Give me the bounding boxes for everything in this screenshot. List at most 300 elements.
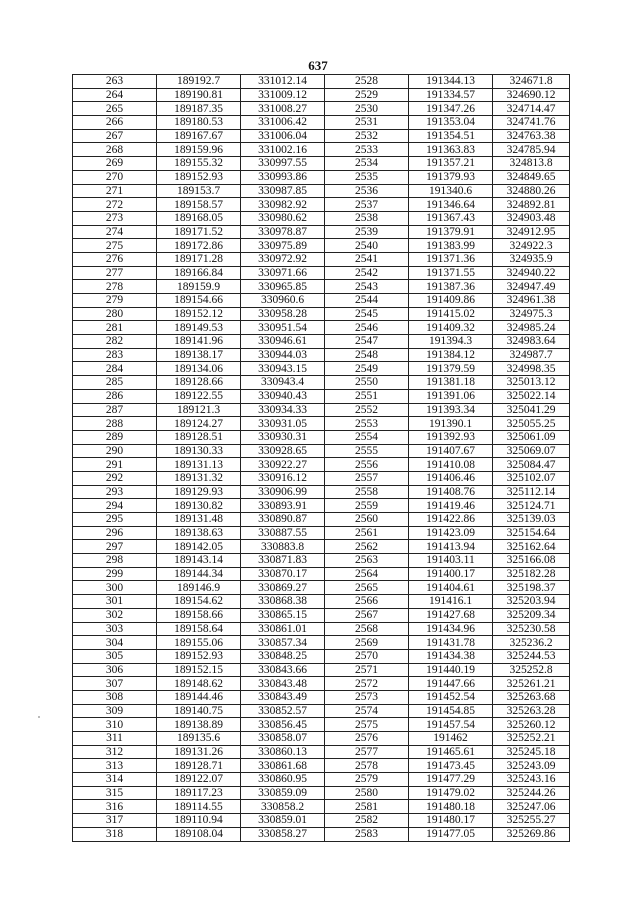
y-coordinate-left-cell: 331002.16 [241,143,325,157]
y-coordinate-left-cell: 330893.91 [241,499,325,513]
y-coordinate-right-cell: 325209.34 [493,608,570,622]
y-coordinate-left-cell: 330944.03 [241,348,325,362]
y-coordinate-right-cell: 325139.03 [493,513,570,527]
y-coordinate-left-cell: 330943.15 [241,362,325,376]
y-coordinate-right-cell: 324671.8 [493,75,570,89]
y-coordinate-left-cell: 330906.99 [241,485,325,499]
x-coordinate-right-cell: 191393.34 [409,403,493,417]
y-coordinate-right-cell: 325182.28 [493,567,570,581]
x-coordinate-left-cell: 189168.05 [157,211,241,225]
x-coordinate-left-cell: 189171.52 [157,225,241,239]
y-coordinate-right-cell: 324849.65 [493,170,570,184]
x-coordinate-right-cell: 191413.94 [409,540,493,554]
x-coordinate-right-cell: 191347.26 [409,102,493,116]
coordinates-table [72,74,570,842]
table-row [73,540,570,554]
x-coordinate-left-cell: 189138.63 [157,526,241,540]
point-number-right-cell: 2537 [325,198,409,212]
x-coordinate-right-cell: 191462 [409,732,493,746]
y-coordinate-left-cell: 331009.12 [241,88,325,102]
y-coordinate-right-cell: 324813.8 [493,157,570,171]
table-row [73,677,570,691]
point-number-right-cell: 2566 [325,595,409,609]
y-coordinate-right-cell: 324741.76 [493,116,570,130]
y-coordinate-left-cell: 330993.86 [241,170,325,184]
table-row [73,663,570,677]
y-coordinate-left-cell: 330922.27 [241,458,325,472]
point-number-left-cell: 286 [73,389,157,403]
point-number-right-cell: 2577 [325,745,409,759]
point-number-left-cell: 299 [73,567,157,581]
point-number-left-cell: 317 [73,814,157,828]
point-number-right-cell: 2543 [325,280,409,294]
point-number-right-cell: 2536 [325,184,409,198]
point-number-left-cell: 282 [73,335,157,349]
y-coordinate-left-cell: 330943.4 [241,376,325,390]
point-number-left-cell: 271 [73,184,157,198]
point-number-left-cell: 287 [73,403,157,417]
point-number-left-cell: 280 [73,307,157,321]
point-number-right-cell: 2550 [325,376,409,390]
point-number-right-cell: 2539 [325,225,409,239]
x-coordinate-left-cell: 189152.93 [157,170,241,184]
point-number-left-cell: 279 [73,294,157,308]
point-number-right-cell: 2583 [325,827,409,841]
point-number-left-cell: 285 [73,376,157,390]
x-coordinate-left-cell: 189128.71 [157,759,241,773]
x-coordinate-left-cell: 189180.53 [157,116,241,130]
y-coordinate-left-cell: 330951.54 [241,321,325,335]
point-number-left-cell: 264 [73,88,157,102]
x-coordinate-left-cell: 189130.33 [157,444,241,458]
table-row [73,567,570,581]
point-number-left-cell: 318 [73,827,157,841]
x-coordinate-left-cell: 189152.93 [157,649,241,663]
table-row [73,403,570,417]
point-number-left-cell: 274 [73,225,157,239]
point-number-left-cell: 275 [73,239,157,253]
point-number-right-cell: 2542 [325,266,409,280]
point-number-left-cell: 289 [73,430,157,444]
x-coordinate-right-cell: 191379.91 [409,225,493,239]
y-coordinate-right-cell: 325124.71 [493,499,570,513]
x-coordinate-right-cell: 191422.86 [409,513,493,527]
x-coordinate-right-cell: 191379.59 [409,362,493,376]
point-number-right-cell: 2567 [325,608,409,622]
y-coordinate-left-cell: 330971.66 [241,266,325,280]
x-coordinate-left-cell: 189148.62 [157,677,241,691]
table-row [73,376,570,390]
table-row [73,266,570,280]
point-number-left-cell: 267 [73,129,157,143]
point-number-right-cell: 2578 [325,759,409,773]
y-coordinate-left-cell: 330928.65 [241,444,325,458]
point-number-left-cell: 265 [73,102,157,116]
x-coordinate-right-cell: 191340.6 [409,184,493,198]
y-coordinate-right-cell: 324880.26 [493,184,570,198]
x-coordinate-left-cell: 189152.15 [157,663,241,677]
y-coordinate-right-cell: 324975.3 [493,307,570,321]
point-number-left-cell: 308 [73,690,157,704]
point-number-right-cell: 2552 [325,403,409,417]
x-coordinate-left-cell: 189166.84 [157,266,241,280]
y-coordinate-right-cell: 325236.2 [493,636,570,650]
x-coordinate-left-cell: 189187.35 [157,102,241,116]
x-coordinate-left-cell: 189158.66 [157,608,241,622]
y-coordinate-right-cell: 324985.24 [493,321,570,335]
x-coordinate-right-cell: 191447.66 [409,677,493,691]
x-coordinate-left-cell: 189159.9 [157,280,241,294]
x-coordinate-right-cell: 191480.18 [409,800,493,814]
x-coordinate-right-cell: 191427.68 [409,608,493,622]
y-coordinate-right-cell: 325252.8 [493,663,570,677]
y-coordinate-left-cell: 331006.04 [241,129,325,143]
point-number-left-cell: 306 [73,663,157,677]
table-row [73,280,570,294]
x-coordinate-left-cell: 189152.12 [157,307,241,321]
x-coordinate-right-cell: 191431.78 [409,636,493,650]
y-coordinate-left-cell: 330940.43 [241,389,325,403]
point-number-left-cell: 269 [73,157,157,171]
y-coordinate-left-cell: 331012.14 [241,75,325,89]
y-coordinate-right-cell: 325263.68 [493,690,570,704]
y-coordinate-left-cell: 330859.01 [241,814,325,828]
x-coordinate-left-cell: 189117.23 [157,786,241,800]
y-coordinate-left-cell: 330934.33 [241,403,325,417]
point-number-right-cell: 2531 [325,116,409,130]
y-coordinate-right-cell: 325243.16 [493,773,570,787]
x-coordinate-right-cell: 191419.46 [409,499,493,513]
y-coordinate-right-cell: 324690.12 [493,88,570,102]
y-coordinate-left-cell: 330856.45 [241,718,325,732]
x-coordinate-left-cell: 189153.7 [157,184,241,198]
y-coordinate-left-cell: 330843.48 [241,677,325,691]
y-coordinate-left-cell: 330916.12 [241,471,325,485]
x-coordinate-left-cell: 189131.13 [157,458,241,472]
point-number-right-cell: 2556 [325,458,409,472]
point-number-left-cell: 302 [73,608,157,622]
y-coordinate-right-cell: 324903.48 [493,211,570,225]
x-coordinate-left-cell: 189144.34 [157,567,241,581]
point-number-left-cell: 310 [73,718,157,732]
y-coordinate-right-cell: 324785.94 [493,143,570,157]
table-row [73,129,570,143]
point-number-right-cell: 2565 [325,581,409,595]
table-row [73,170,570,184]
margin-mark [38,716,40,718]
y-coordinate-right-cell: 325244.26 [493,786,570,800]
x-coordinate-right-cell: 191334.57 [409,88,493,102]
table-row [73,157,570,171]
point-number-right-cell: 2545 [325,307,409,321]
x-coordinate-right-cell: 191383.99 [409,239,493,253]
point-number-right-cell: 2575 [325,718,409,732]
y-coordinate-right-cell: 325166.08 [493,554,570,568]
point-number-right-cell: 2549 [325,362,409,376]
x-coordinate-right-cell: 191457.54 [409,718,493,732]
point-number-right-cell: 2569 [325,636,409,650]
x-coordinate-right-cell: 191440.19 [409,663,493,677]
point-number-right-cell: 2564 [325,567,409,581]
point-number-right-cell: 2573 [325,690,409,704]
table-row [73,554,570,568]
table-row [73,252,570,266]
x-coordinate-right-cell: 191384.12 [409,348,493,362]
x-coordinate-right-cell: 191391.06 [409,389,493,403]
coordinates-table-body [73,75,570,842]
point-number-right-cell: 2559 [325,499,409,513]
point-number-left-cell: 293 [73,485,157,499]
point-number-left-cell: 303 [73,622,157,636]
table-row [73,143,570,157]
point-number-right-cell: 2570 [325,649,409,663]
x-coordinate-left-cell: 189124.27 [157,417,241,431]
table-row [73,348,570,362]
y-coordinate-left-cell: 330978.87 [241,225,325,239]
x-coordinate-right-cell: 191406.46 [409,471,493,485]
point-number-right-cell: 2551 [325,389,409,403]
table-row [73,608,570,622]
table-row [73,690,570,704]
y-coordinate-right-cell: 325230.58 [493,622,570,636]
x-coordinate-left-cell: 189128.51 [157,430,241,444]
x-coordinate-left-cell: 189108.04 [157,827,241,841]
table-row [73,649,570,663]
y-coordinate-right-cell: 324998.35 [493,362,570,376]
y-coordinate-right-cell: 325013.12 [493,376,570,390]
table-row [73,362,570,376]
x-coordinate-left-cell: 189122.07 [157,773,241,787]
table-row [73,471,570,485]
table-row [73,745,570,759]
y-coordinate-right-cell: 325261.21 [493,677,570,691]
x-coordinate-left-cell: 189155.06 [157,636,241,650]
point-number-left-cell: 290 [73,444,157,458]
x-coordinate-right-cell: 191392.93 [409,430,493,444]
y-coordinate-right-cell: 324947.49 [493,280,570,294]
point-number-right-cell: 2535 [325,170,409,184]
x-coordinate-left-cell: 189134.06 [157,362,241,376]
y-coordinate-left-cell: 330960.6 [241,294,325,308]
x-coordinate-left-cell: 189122.55 [157,389,241,403]
table-row [73,335,570,349]
y-coordinate-right-cell: 325198.37 [493,581,570,595]
table-row [73,444,570,458]
y-coordinate-right-cell: 325112.14 [493,485,570,499]
point-number-right-cell: 2571 [325,663,409,677]
table-row [73,485,570,499]
x-coordinate-left-cell: 189129.93 [157,485,241,499]
y-coordinate-left-cell: 330890.87 [241,513,325,527]
x-coordinate-left-cell: 189131.48 [157,513,241,527]
point-number-right-cell: 2554 [325,430,409,444]
y-coordinate-right-cell: 325252.21 [493,732,570,746]
point-number-left-cell: 283 [73,348,157,362]
y-coordinate-right-cell: 324987.7 [493,348,570,362]
table-row [73,827,570,841]
table-row [73,321,570,335]
point-number-right-cell: 2572 [325,677,409,691]
point-number-left-cell: 312 [73,745,157,759]
point-number-left-cell: 292 [73,471,157,485]
point-number-right-cell: 2532 [325,129,409,143]
point-number-right-cell: 2560 [325,513,409,527]
x-coordinate-right-cell: 191344.13 [409,75,493,89]
x-coordinate-right-cell: 191416.1 [409,595,493,609]
y-coordinate-left-cell: 330982.92 [241,198,325,212]
point-number-right-cell: 2581 [325,800,409,814]
table-row [73,732,570,746]
point-number-right-cell: 2534 [325,157,409,171]
y-coordinate-right-cell: 324940.22 [493,266,570,280]
point-number-left-cell: 309 [73,704,157,718]
point-number-left-cell: 305 [73,649,157,663]
point-number-right-cell: 2547 [325,335,409,349]
x-coordinate-left-cell: 189192.7 [157,75,241,89]
point-number-left-cell: 294 [73,499,157,513]
point-number-left-cell: 300 [73,581,157,595]
y-coordinate-left-cell: 331008.27 [241,102,325,116]
point-number-left-cell: 313 [73,759,157,773]
point-number-right-cell: 2540 [325,239,409,253]
x-coordinate-right-cell: 191408.76 [409,485,493,499]
point-number-left-cell: 270 [73,170,157,184]
x-coordinate-left-cell: 189158.57 [157,198,241,212]
y-coordinate-left-cell: 330987.85 [241,184,325,198]
x-coordinate-left-cell: 189140.75 [157,704,241,718]
table-row [73,88,570,102]
y-coordinate-right-cell: 325269.86 [493,827,570,841]
point-number-left-cell: 314 [73,773,157,787]
y-coordinate-left-cell: 330958.28 [241,307,325,321]
x-coordinate-left-cell: 189149.53 [157,321,241,335]
table-row [73,75,570,89]
y-coordinate-right-cell: 324892.81 [493,198,570,212]
x-coordinate-left-cell: 189110.94 [157,814,241,828]
y-coordinate-left-cell: 330931.05 [241,417,325,431]
y-coordinate-right-cell: 325162.64 [493,540,570,554]
point-number-left-cell: 315 [73,786,157,800]
point-number-right-cell: 2528 [325,75,409,89]
point-number-left-cell: 297 [73,540,157,554]
point-number-left-cell: 288 [73,417,157,431]
point-number-left-cell: 296 [73,526,157,540]
x-coordinate-right-cell: 191409.86 [409,294,493,308]
y-coordinate-right-cell: 325263.28 [493,704,570,718]
x-coordinate-left-cell: 189131.26 [157,745,241,759]
table-row [73,389,570,403]
x-coordinate-right-cell: 191409.32 [409,321,493,335]
y-coordinate-left-cell: 330861.01 [241,622,325,636]
table-row [73,759,570,773]
point-number-left-cell: 263 [73,75,157,89]
point-number-right-cell: 2579 [325,773,409,787]
y-coordinate-left-cell: 330870.17 [241,567,325,581]
point-number-right-cell: 2555 [325,444,409,458]
x-coordinate-left-cell: 189159.96 [157,143,241,157]
y-coordinate-left-cell: 330972.92 [241,252,325,266]
y-coordinate-left-cell: 330997.55 [241,157,325,171]
table-row [73,499,570,513]
y-coordinate-right-cell: 324763.38 [493,129,570,143]
point-number-left-cell: 272 [73,198,157,212]
x-coordinate-right-cell: 191477.05 [409,827,493,841]
y-coordinate-right-cell: 325061.09 [493,430,570,444]
point-number-right-cell: 2582 [325,814,409,828]
point-number-right-cell: 2574 [325,704,409,718]
x-coordinate-right-cell: 191465.61 [409,745,493,759]
table-row [73,622,570,636]
point-number-left-cell: 266 [73,116,157,130]
y-coordinate-right-cell: 325255.27 [493,814,570,828]
x-coordinate-right-cell: 191357.21 [409,157,493,171]
point-number-right-cell: 2546 [325,321,409,335]
y-coordinate-left-cell: 330859.09 [241,786,325,800]
point-number-right-cell: 2568 [325,622,409,636]
y-coordinate-left-cell: 330980.62 [241,211,325,225]
point-number-right-cell: 2529 [325,88,409,102]
table-row [73,430,570,444]
x-coordinate-right-cell: 191394.3 [409,335,493,349]
y-coordinate-left-cell: 330843.49 [241,690,325,704]
x-coordinate-right-cell: 191379.93 [409,170,493,184]
table-row [73,417,570,431]
x-coordinate-left-cell: 189131.32 [157,471,241,485]
table-row [73,225,570,239]
y-coordinate-left-cell: 330871.83 [241,554,325,568]
page-number: 637 [308,58,328,73]
table-row [73,786,570,800]
y-coordinate-right-cell: 325245.18 [493,745,570,759]
table-row [73,198,570,212]
table-row [73,116,570,130]
y-coordinate-left-cell: 330975.89 [241,239,325,253]
table-row [73,513,570,527]
point-number-right-cell: 2533 [325,143,409,157]
point-number-left-cell: 276 [73,252,157,266]
x-coordinate-right-cell: 191410.08 [409,458,493,472]
table-row [73,184,570,198]
point-number-left-cell: 316 [73,800,157,814]
y-coordinate-left-cell: 330843.66 [241,663,325,677]
y-coordinate-left-cell: 330861.68 [241,759,325,773]
point-number-left-cell: 307 [73,677,157,691]
x-coordinate-right-cell: 191346.64 [409,198,493,212]
y-coordinate-right-cell: 324961.38 [493,294,570,308]
table-row [73,211,570,225]
x-coordinate-left-cell: 189154.66 [157,294,241,308]
y-coordinate-left-cell: 330857.34 [241,636,325,650]
x-coordinate-right-cell: 191381.18 [409,376,493,390]
x-coordinate-left-cell: 189144.46 [157,690,241,704]
point-number-left-cell: 281 [73,321,157,335]
y-coordinate-right-cell: 325247.06 [493,800,570,814]
x-coordinate-left-cell: 189167.67 [157,129,241,143]
y-coordinate-left-cell: 330868.38 [241,595,325,609]
x-coordinate-right-cell: 191371.36 [409,252,493,266]
point-number-left-cell: 278 [73,280,157,294]
x-coordinate-right-cell: 191400.17 [409,567,493,581]
x-coordinate-right-cell: 191415.02 [409,307,493,321]
point-number-left-cell: 301 [73,595,157,609]
x-coordinate-left-cell: 189114.55 [157,800,241,814]
y-coordinate-right-cell: 325260.12 [493,718,570,732]
x-coordinate-left-cell: 189155.32 [157,157,241,171]
x-coordinate-right-cell: 191434.38 [409,649,493,663]
y-coordinate-left-cell: 330858.27 [241,827,325,841]
x-coordinate-right-cell: 191452.54 [409,690,493,704]
x-coordinate-right-cell: 191480.17 [409,814,493,828]
